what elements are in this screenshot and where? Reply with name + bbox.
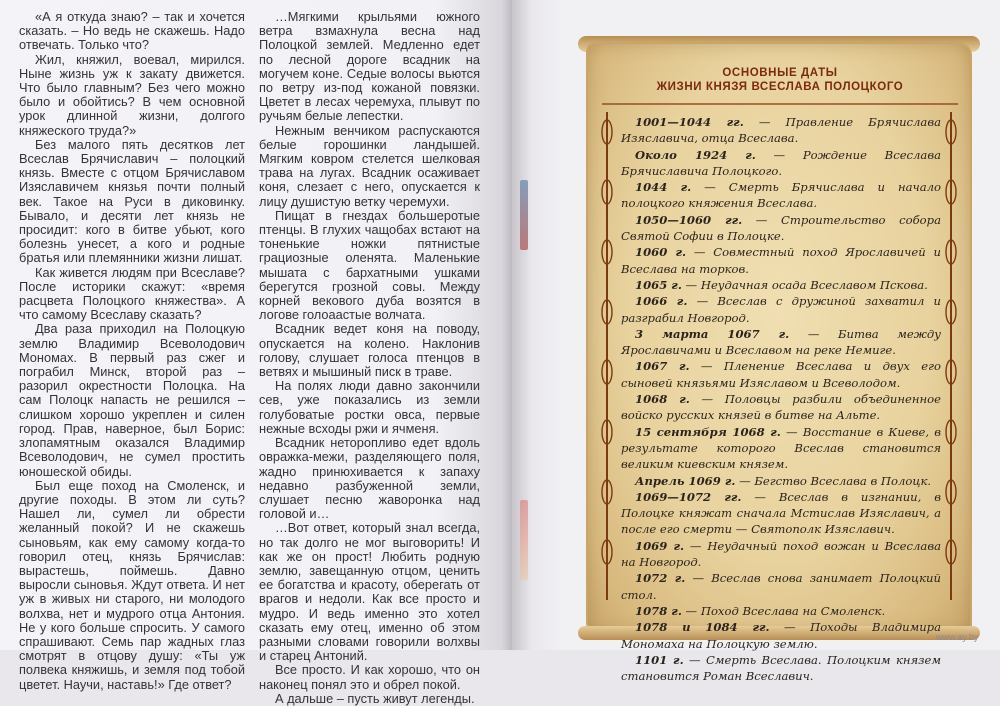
timeline-entry bbox=[621, 114, 941, 147]
timeline-entry bbox=[621, 326, 941, 359]
paragraph: Был еще поход на Смоленск, и другие походы. В этом ли суть? Нашел ли, сумел ли обрести желанный покой? И не скажешь сыновьям, как ему самому когда-то говорил отец, князь Брячислав: вырастешь, поймешь. Давно выросли сыновья. Ждут ответа. И нет уж в живых ни старого, ни молодого волхва, нет и мудрого отца Антония. Не у кого больше спросить. У самого спрашивают. Семь пар жадных глаз смотрят в отцову душу: «Ты уж полвека княжишь, и земля под тобой цветет. Научи, наставь!» Где ответ? bbox=[19, 477, 245, 692]
timeline-entry bbox=[621, 391, 941, 424]
timeline-date: 15 сентября 1068 г. bbox=[635, 424, 781, 439]
timeline-date: Апрель 1069 г. bbox=[635, 473, 736, 488]
paragraph: Всадник ведет коня на поводу, опускается на колено. Наклонив голову, слушает голоса птенцов в ветвях и мышиный писк в траве. bbox=[259, 321, 480, 380]
paragraph: …Мягкими крыльями южного ветра взмахнула весна над Полоцкой землей. Медленно едет по лесной дороге всадник на могучем коне. Седые волосы вьются по ветру из-под кожаной повязки. Цветет в лесах черемуха, плывут по ручьям белые лепестки. bbox=[259, 9, 480, 124]
page-edge-decoration bbox=[520, 500, 528, 580]
timeline-date: 1069—1072 гг. bbox=[635, 489, 742, 504]
paragraph: Нежным венчиком распускаются белые горошинки ландышей. Мягким ковром стелется шелковая трава на лугах. Всадник осаживает коня, слезает с него, опускается к лицу душистую ветку черемухи. bbox=[259, 122, 480, 209]
timeline-event: — Битва между Ярославичами и Всеславом на реке Немиге. bbox=[621, 326, 941, 358]
paragraph: Все просто. И как хорошо, что он наконец понял это и обрел покой. bbox=[259, 662, 480, 692]
timeline-entry bbox=[621, 652, 941, 685]
paragraph: Пищат в гнездах большеротые птенцы. В глухих чащобах встают на тоненькие ножки пятнистые грациозные оленята. Маленькие мышата с бархатными ушками берегутся грозной совы. Между корней векового дуба возятся в логове голоаастые волчата. bbox=[259, 207, 480, 323]
timeline-entry bbox=[621, 244, 941, 277]
timeline-entry bbox=[621, 538, 941, 571]
paragraph: Жил, княжил, воевал, мирился. Ныне жизнь уж к закату движется. Что было главным? Без чего можно было и обойтись? В чем основной урок длинной жизни, долгого княжеского труда?» bbox=[19, 51, 245, 138]
timeline-date: 1060 г. bbox=[635, 245, 687, 260]
paragraph: Как живется людям при Всеславе? После историки скажут: «время расцвета Полоцкого княжества». А что самому Всеславу сказать? bbox=[19, 264, 245, 323]
timeline-event: — Половцы разбили объединенное войско русских князей в битве на Альте. bbox=[621, 392, 941, 423]
paragraph: «А я откуда знаю? – так и хочется сказать. – Но ведь не скажешь. Надо отвечать. Только что? bbox=[19, 9, 245, 53]
timeline-date: 1001—1044 гг. bbox=[635, 115, 744, 129]
timeline-event: — Походы Владимира Мономаха на Полоцкую землю. bbox=[621, 620, 941, 651]
timeline-entry bbox=[621, 358, 941, 391]
left-column-2 bbox=[259, 10, 480, 706]
timeline-date: 1044 г. bbox=[635, 180, 692, 195]
timeline-title bbox=[600, 66, 960, 94]
timeline-event: — Рождение Всеслава Брячиславича Полоцкого. bbox=[621, 147, 942, 178]
timeline-date: 1067 г. bbox=[635, 359, 690, 374]
timeline-entry bbox=[621, 179, 941, 212]
timeline-entry bbox=[621, 570, 941, 603]
timeline-entry bbox=[621, 212, 941, 245]
timeline-entry bbox=[621, 277, 941, 293]
paragraph: А дальше – пусть живут легенды. bbox=[275, 690, 475, 706]
timeline-list bbox=[621, 114, 941, 684]
timeline-date: 1078 г. bbox=[635, 603, 682, 618]
paragraph: На полях люди давно закончили сев, уже показались из земли голубоватые ростки овса, первые нежные всходы ржи и ячменя. bbox=[259, 378, 480, 436]
page-edge-decoration bbox=[520, 180, 528, 250]
ornament-border-left-icon bbox=[600, 112, 614, 600]
timeline-entry bbox=[621, 489, 941, 538]
timeline-event: — Всеслав снова занимает Полоцкий стол. bbox=[621, 571, 941, 602]
paragraph: Всадник неторопливо едет вдоль овражка-межи, разделяющего поля, жадно принюхивается к запаху недавно разбуженной земли, слушает песню жаворонка над головой и… bbox=[259, 435, 480, 522]
timeline-date: 1069 г. bbox=[635, 538, 685, 553]
timeline-event: — Смерть Всеслава. Полоцким князем становится Роман Всеславич. bbox=[621, 652, 941, 684]
title-line-2: ЖИЗНИ КНЯЗЯ ВСЕСЛАВА ПОЛОЦКОГО bbox=[656, 81, 904, 93]
timeline-event: — Пленение Всеслава и двух его сыновей князьями Изяславом и Всеволодом. bbox=[621, 359, 941, 390]
timeline-entry bbox=[621, 293, 941, 326]
timeline-event: — Восстание в Киеве, в результате которого Всеслав становится великим киевским князем. bbox=[621, 424, 941, 472]
timeline-date: 1072 г. bbox=[635, 571, 686, 586]
timeline-entry bbox=[621, 424, 941, 473]
timeline-event: — Всеслав с дружиной захватил и разграбил Новгород. bbox=[621, 294, 941, 325]
timeline-date: 1065 г. bbox=[635, 277, 682, 292]
timeline-date: 1066 г. bbox=[635, 294, 688, 309]
timeline-event: — Бегство Всеслава в Полоцк. bbox=[735, 473, 932, 488]
timeline-date: 1078 и 1084 гг. bbox=[635, 620, 770, 635]
timeline-date: 1068 г. bbox=[635, 392, 690, 407]
paragraph: …Вот ответ, который знал всегда, но так долго не мог выговорить! И как же он прост! Любить родную землю, завещанную отцом, ценить ее богатства и красоту, оберегать от врагов и недоли. Как все просто и мудро. И ведь именно это хотел сказать ему отец, именно об этом разными словами говорили волхвы и старец Антоний. bbox=[259, 520, 480, 664]
timeline-entry bbox=[621, 147, 941, 180]
timeline-date: 1050—1060 гг. bbox=[635, 212, 743, 227]
paragraph: Без малого пять десятков лет Всеслав Брячиславич – полоцкий князь. Вместе с отцом Брячиславом Изяславичем князья почти полный век. Такое на Руси в диковинку. Бывало, и десяти лет князь не просидит: кого в битве убьют, кого болезнь унесет, а кого и родные братья или племянники жизни лишат. bbox=[19, 136, 245, 266]
timeline-entry bbox=[621, 619, 941, 652]
left-column-1 bbox=[19, 10, 245, 692]
timeline-event: — Совместный поход Ярославичей и Всеслава на торков. bbox=[621, 245, 941, 276]
paragraph: Два раза приходил на Полоцкую землю Владимир Всеволодович Мономах. В первый раз сжег и пограбил Минск, второй раз – разорил окрестности Полоцка. На сам Полоцк напасть не решился – слишком хорошо укреплен и силен город. Прав, наверное, был Борис: злопамятным оказался Владимир Всеволодович, не сумел простить юношеской обиды. bbox=[19, 321, 245, 479]
watermark: www.ay.by bbox=[936, 632, 979, 642]
timeline-date: 1101 г. bbox=[635, 652, 684, 667]
timeline-event: — Всеслав в изгнании, в Полоцке княжат сначала Мстислав Изяславич, а после его смерти — Святополк Изяславич. bbox=[621, 489, 941, 537]
timeline-event: — Неудачная осада Всеславом Пскова. bbox=[681, 277, 928, 292]
title-line-1: ОСНОВНЫЕ ДАТЫ bbox=[722, 67, 838, 79]
timeline-date: Около 1924 г. bbox=[635, 147, 756, 162]
timeline-entry bbox=[621, 603, 941, 619]
timeline-event: — Поход Всеслава на Смоленск. bbox=[681, 603, 886, 618]
timeline-event: — Смерть Брячислава и начало полоцкого княжения Всеслава. bbox=[621, 180, 941, 211]
timeline-date: 3 марта 1067 г. bbox=[635, 326, 790, 341]
timeline-event: — Строительство собора Святой Софии в Полоцке. bbox=[621, 212, 941, 244]
timeline-event: — Правление Брячислава Изяславича, отца Всеслава. bbox=[621, 115, 941, 146]
timeline-entry bbox=[621, 473, 941, 489]
title-divider bbox=[602, 103, 958, 105]
ornament-border-right-icon bbox=[944, 112, 958, 600]
timeline-event: — Неудачный поход вожан и Всеслава на Новгород. bbox=[621, 538, 941, 570]
